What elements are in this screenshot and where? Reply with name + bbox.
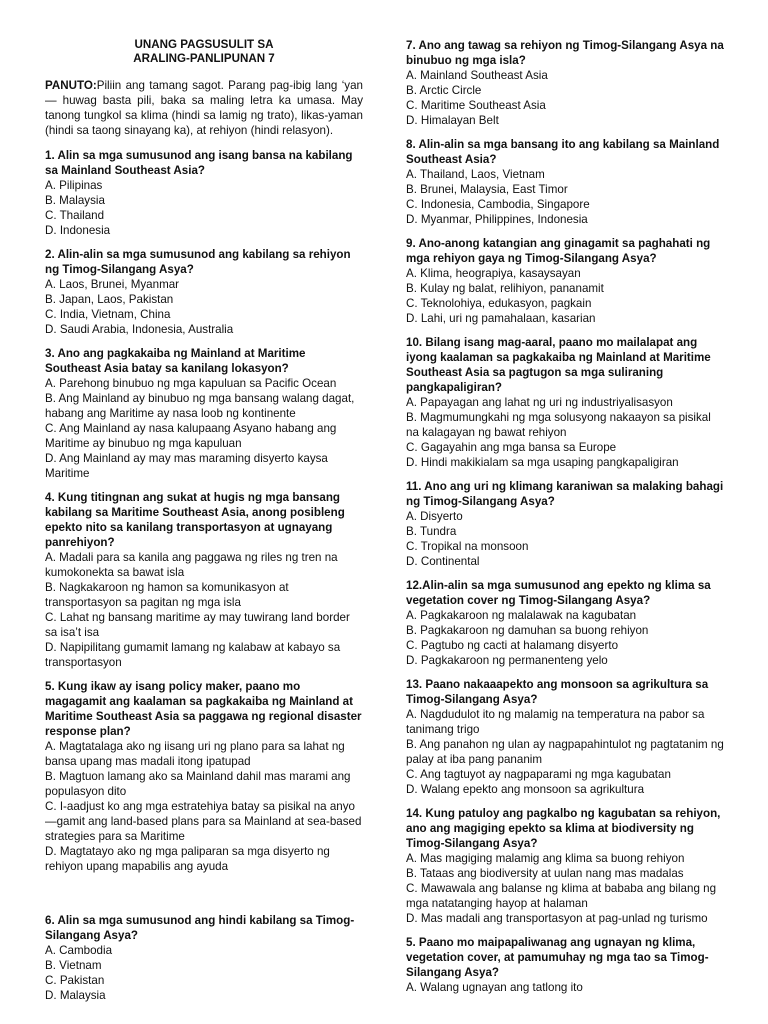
option-b[interactable]: B. Tundra (406, 525, 457, 538)
option-b[interactable]: B. Brunei, Malaysia, East Timor (406, 183, 568, 196)
option-c[interactable]: C. India, Vietnam, China (45, 308, 171, 321)
instructions-text: Piliin ang tamang sagot. Parang pag-ibig lang ‘yan — huwag basta pili, baka sa maling letra ka umasa. May tanong tungkol sa klima (hindi sa lamig ng trato), likas-yaman (hindi sa taong sinayang ka), at rehiyon (hindi relasyon). (45, 79, 363, 137)
question-text: 14. Kung patuloy ang pagkalbo ng kagubatan sa rehiyon, ano ang magiging epekto sa klima at biodiversity ng Timog-Silangang Asya? (406, 807, 721, 850)
question-text: 10. Bilang isang mag-aaral, paano mo mailalapat ang iyong kaalaman sa pagkakaiba ng Mainland at Maritime Southeast Asia sa pagtugon sa mga suliraning pangkapaligiran? (406, 336, 711, 394)
question-4 (45, 490, 363, 670)
option-d[interactable]: D. Walang epekto ang monsoon sa agrikultura (406, 783, 645, 796)
option-c[interactable]: C. Tropikal na monsoon (406, 540, 529, 553)
option-b[interactable]: B. Malaysia (45, 194, 105, 207)
question-15 (406, 935, 724, 995)
left-column (45, 38, 363, 1012)
option-c[interactable]: C. Indonesia, Cambodia, Singapore (406, 198, 590, 211)
option-c[interactable]: C. Pagtubo ng cacti at halamang disyerto (406, 639, 619, 652)
option-c[interactable]: C. Teknolohiya, edukasyon, pagkain (406, 297, 592, 310)
question-text: 8. Alin-alin sa mga bansang ito ang kabilang sa Mainland Southeast Asia? (406, 138, 720, 166)
option-b[interactable]: B. Arctic Circle (406, 84, 482, 97)
question-text: 4. Kung titingnan ang sukat at hugis ng mga bansang kabilang sa Maritime Southeast Asia, anong posibleng epekto nito sa kanilang transportasyon at ugnayang panrehiyon? (45, 491, 345, 549)
question-6 (45, 913, 363, 1003)
option-a[interactable]: A. Disyerto (406, 510, 463, 523)
option-a[interactable]: A. Walang ugnayan ang tatlong ito (406, 981, 583, 994)
question-text: 13. Paano nakaaapekto ang monsoon sa agrikultura sa Timog-Silangang Asya? (406, 678, 709, 706)
question-text: 2. Alin-alin sa mga sumusunod ang kabilang sa rehiyon ng Timog-Silangang Asya? (45, 248, 351, 276)
option-b[interactable]: B. Tataas ang biodiversity at uulan nang mas madalas (406, 867, 684, 880)
option-c[interactable]: C. Pakistan (45, 974, 105, 987)
question-14 (406, 806, 724, 926)
option-b[interactable]: B. Pagkakaroon ng damuhan sa buong rehiyon (406, 624, 649, 637)
option-d[interactable]: D. Malaysia (45, 989, 106, 1002)
option-d[interactable]: D. Ang Mainland ay may mas maraming disyerto kaysa Maritime (45, 452, 328, 480)
option-c[interactable]: C. Mawawala ang balanse ng klima at bababa ang bilang ng mga natatanging hayop at halaman (406, 882, 717, 910)
option-a[interactable]: A. Laos, Brunei, Myanmar (45, 278, 180, 291)
option-d[interactable]: D. Indonesia (45, 224, 111, 237)
option-d[interactable]: D. Mas madali ang transportasyon at pag-unlad ng turismo (406, 912, 708, 925)
question-1 (45, 148, 363, 238)
option-a[interactable]: A. Madali para sa kanila ang paggawa ng riles ng tren na kumokonekta sa bawat isla (45, 551, 338, 579)
option-c[interactable]: C. Maritime Southeast Asia (406, 99, 546, 112)
option-d[interactable]: D. Magtatayo ako ng mga paliparan sa mga disyerto ng rehiyon upang mapabilis ang ayuda (45, 845, 330, 873)
option-c[interactable]: C. Lahat ng bansang maritime ay may tuwirang land border sa isa’t isa (45, 611, 350, 639)
option-a[interactable]: A. Papayagan ang lahat ng uri ng industriyalisasyon (406, 396, 673, 409)
option-d[interactable]: D. Myanmar, Philippines, Indonesia (406, 213, 588, 226)
option-c[interactable]: C. Ang Mainland ay nasa kalupaang Asyano habang ang Maritime ay binubuo ng mga kapuluan (45, 422, 337, 450)
question-text: 11. Ano ang uri ng klimang karaniwan sa malaking bahagi ng Timog-Silangang Asya? (406, 480, 724, 508)
option-c[interactable]: C. I-aadjust ko ang mga estratehiya batay sa pisikal na anyo—gamit ang land-based plans para sa Mainland at sea-based strategies para sa Maritime (45, 800, 362, 843)
option-a[interactable]: A. Mas magiging malamig ang klima sa buong rehiyon (406, 852, 685, 865)
option-d[interactable]: D. Pagkakaroon ng permanenteng yelo (406, 654, 608, 667)
option-b[interactable]: B. Vietnam (45, 959, 102, 972)
option-b[interactable]: B. Japan, Laos, Pakistan (45, 293, 174, 306)
option-b[interactable]: B. Magmumungkahi ng mga solusyong nakaayon sa pisikal na kalagayan ng bawat rehiyon (406, 411, 711, 439)
option-d[interactable]: D. Himalayan Belt (406, 114, 499, 127)
title-line-2: ARALING-PANLIPUNAN 7 (133, 52, 275, 65)
option-a[interactable]: A. Thailand, Laos, Vietnam (406, 168, 545, 181)
option-b[interactable]: B. Ang panahon ng ulan ay nagpapahintulot ng pagtatanim ng palay at iba pang pananim (406, 738, 724, 766)
option-d[interactable]: D. Hindi makikialam sa mga usaping pangkapaligiran (406, 456, 679, 469)
question-10 (406, 335, 724, 470)
title-line-1: UNANG PAGSUSULIT SA (134, 38, 274, 51)
option-b[interactable]: B. Ang Mainland ay binubuo ng mga bansang walang dagat, habang ang Maritime ay nasa loob ng kontinente (45, 392, 355, 420)
option-a[interactable]: A. Mainland Southeast Asia (406, 69, 548, 82)
question-7 (406, 38, 724, 128)
question-text: 9. Ano-anong katangian ang ginagamit sa paghahati ng mga rehiyon gaya ng Timog-Silangang Asya? (406, 237, 711, 265)
option-c[interactable]: C. Thailand (45, 209, 105, 222)
option-a[interactable]: A. Pagkakaroon ng malalawak na kagubatan (406, 609, 637, 622)
question-text: 7. Ano ang tawag sa rehiyon ng Timog-Silangang Asya na binubuo ng mga isla? (406, 39, 724, 67)
question-9 (406, 236, 724, 326)
option-a[interactable]: A. Nagdudulot ito ng malamig na temperatura na pabor sa tanimang trigo (406, 708, 705, 736)
instructions-label: PANUTO: (45, 79, 97, 92)
option-a[interactable]: A. Parehong binubuo ng mga kapuluan sa Pacific Ocean (45, 377, 337, 390)
option-d[interactable]: D. Continental (406, 555, 480, 568)
option-d[interactable]: D. Saudi Arabia, Indonesia, Australia (45, 323, 234, 336)
question-5 (45, 679, 363, 874)
option-b[interactable]: B. Nagkakaroon ng hamon sa komunikasyon at transportasyon sa pagitan ng mga isla (45, 581, 289, 609)
question-text: 6. Alin sa mga sumusunod ang hindi kabilang sa Timog-Silangang Asya? (45, 914, 355, 942)
question-text: 3. Ano ang pagkakaiba ng Mainland at Maritime Southeast Asia batay sa kanilang lokasyon? (45, 347, 306, 375)
question-text: 12.Alin-alin sa mga sumusunod ang epekto ng klima sa vegetation cover ng Timog-Silangang Asya? (406, 579, 711, 607)
option-b[interactable]: B. Kulay ng balat, relihiyon, pananamit (406, 282, 604, 295)
option-d[interactable]: D. Napipilitang gumamit lamang ng kalabaw at kabayo sa transportasyon (45, 641, 341, 669)
instructions (45, 78, 363, 138)
question-3 (45, 346, 363, 481)
option-a[interactable]: A. Cambodia (45, 944, 113, 957)
option-a[interactable]: A. Klima, heograpiya, kasaysayan (406, 267, 581, 280)
question-8 (406, 137, 724, 227)
option-a[interactable]: A. Pilipinas (45, 179, 103, 192)
question-2 (45, 247, 363, 337)
question-text: 5. Kung ikaw ay isang policy maker, paano mo magagamit ang kaalaman sa pagkakaiba ng Mainland at Maritime Southeast Asia sa paggawa ng regional disaster response plan? (45, 680, 362, 738)
question-text: 5. Paano mo maipapaliwanag ang ugnayan ng klima, vegetation cover, at pamumuhay ng mga tao sa Timog-Silangang Asya? (406, 936, 709, 979)
question-12 (406, 578, 724, 668)
right-column (406, 38, 724, 1004)
option-b[interactable]: B. Magtuon lamang ako sa Mainland dahil mas marami ang populasyon dito (45, 770, 351, 798)
option-d[interactable]: D. Lahi, uri ng pamahalaan, kasarian (406, 312, 596, 325)
question-13 (406, 677, 724, 797)
spacer (45, 883, 363, 913)
option-c[interactable]: C. Gagayahin ang mga bansa sa Europe (406, 441, 617, 454)
question-text: 1. Alin sa mga sumusunod ang isang bansa na kabilang sa Mainland Southeast Asia? (45, 149, 353, 177)
option-c[interactable]: C. Ang tagtuyot ay nagpaparami ng mga kagubatan (406, 768, 671, 781)
option-a[interactable]: A. Magtatalaga ako ng iisang uri ng plano para sa lahat ng bansa upang mas madali itong ipatupad (45, 740, 345, 768)
question-11 (406, 479, 724, 569)
